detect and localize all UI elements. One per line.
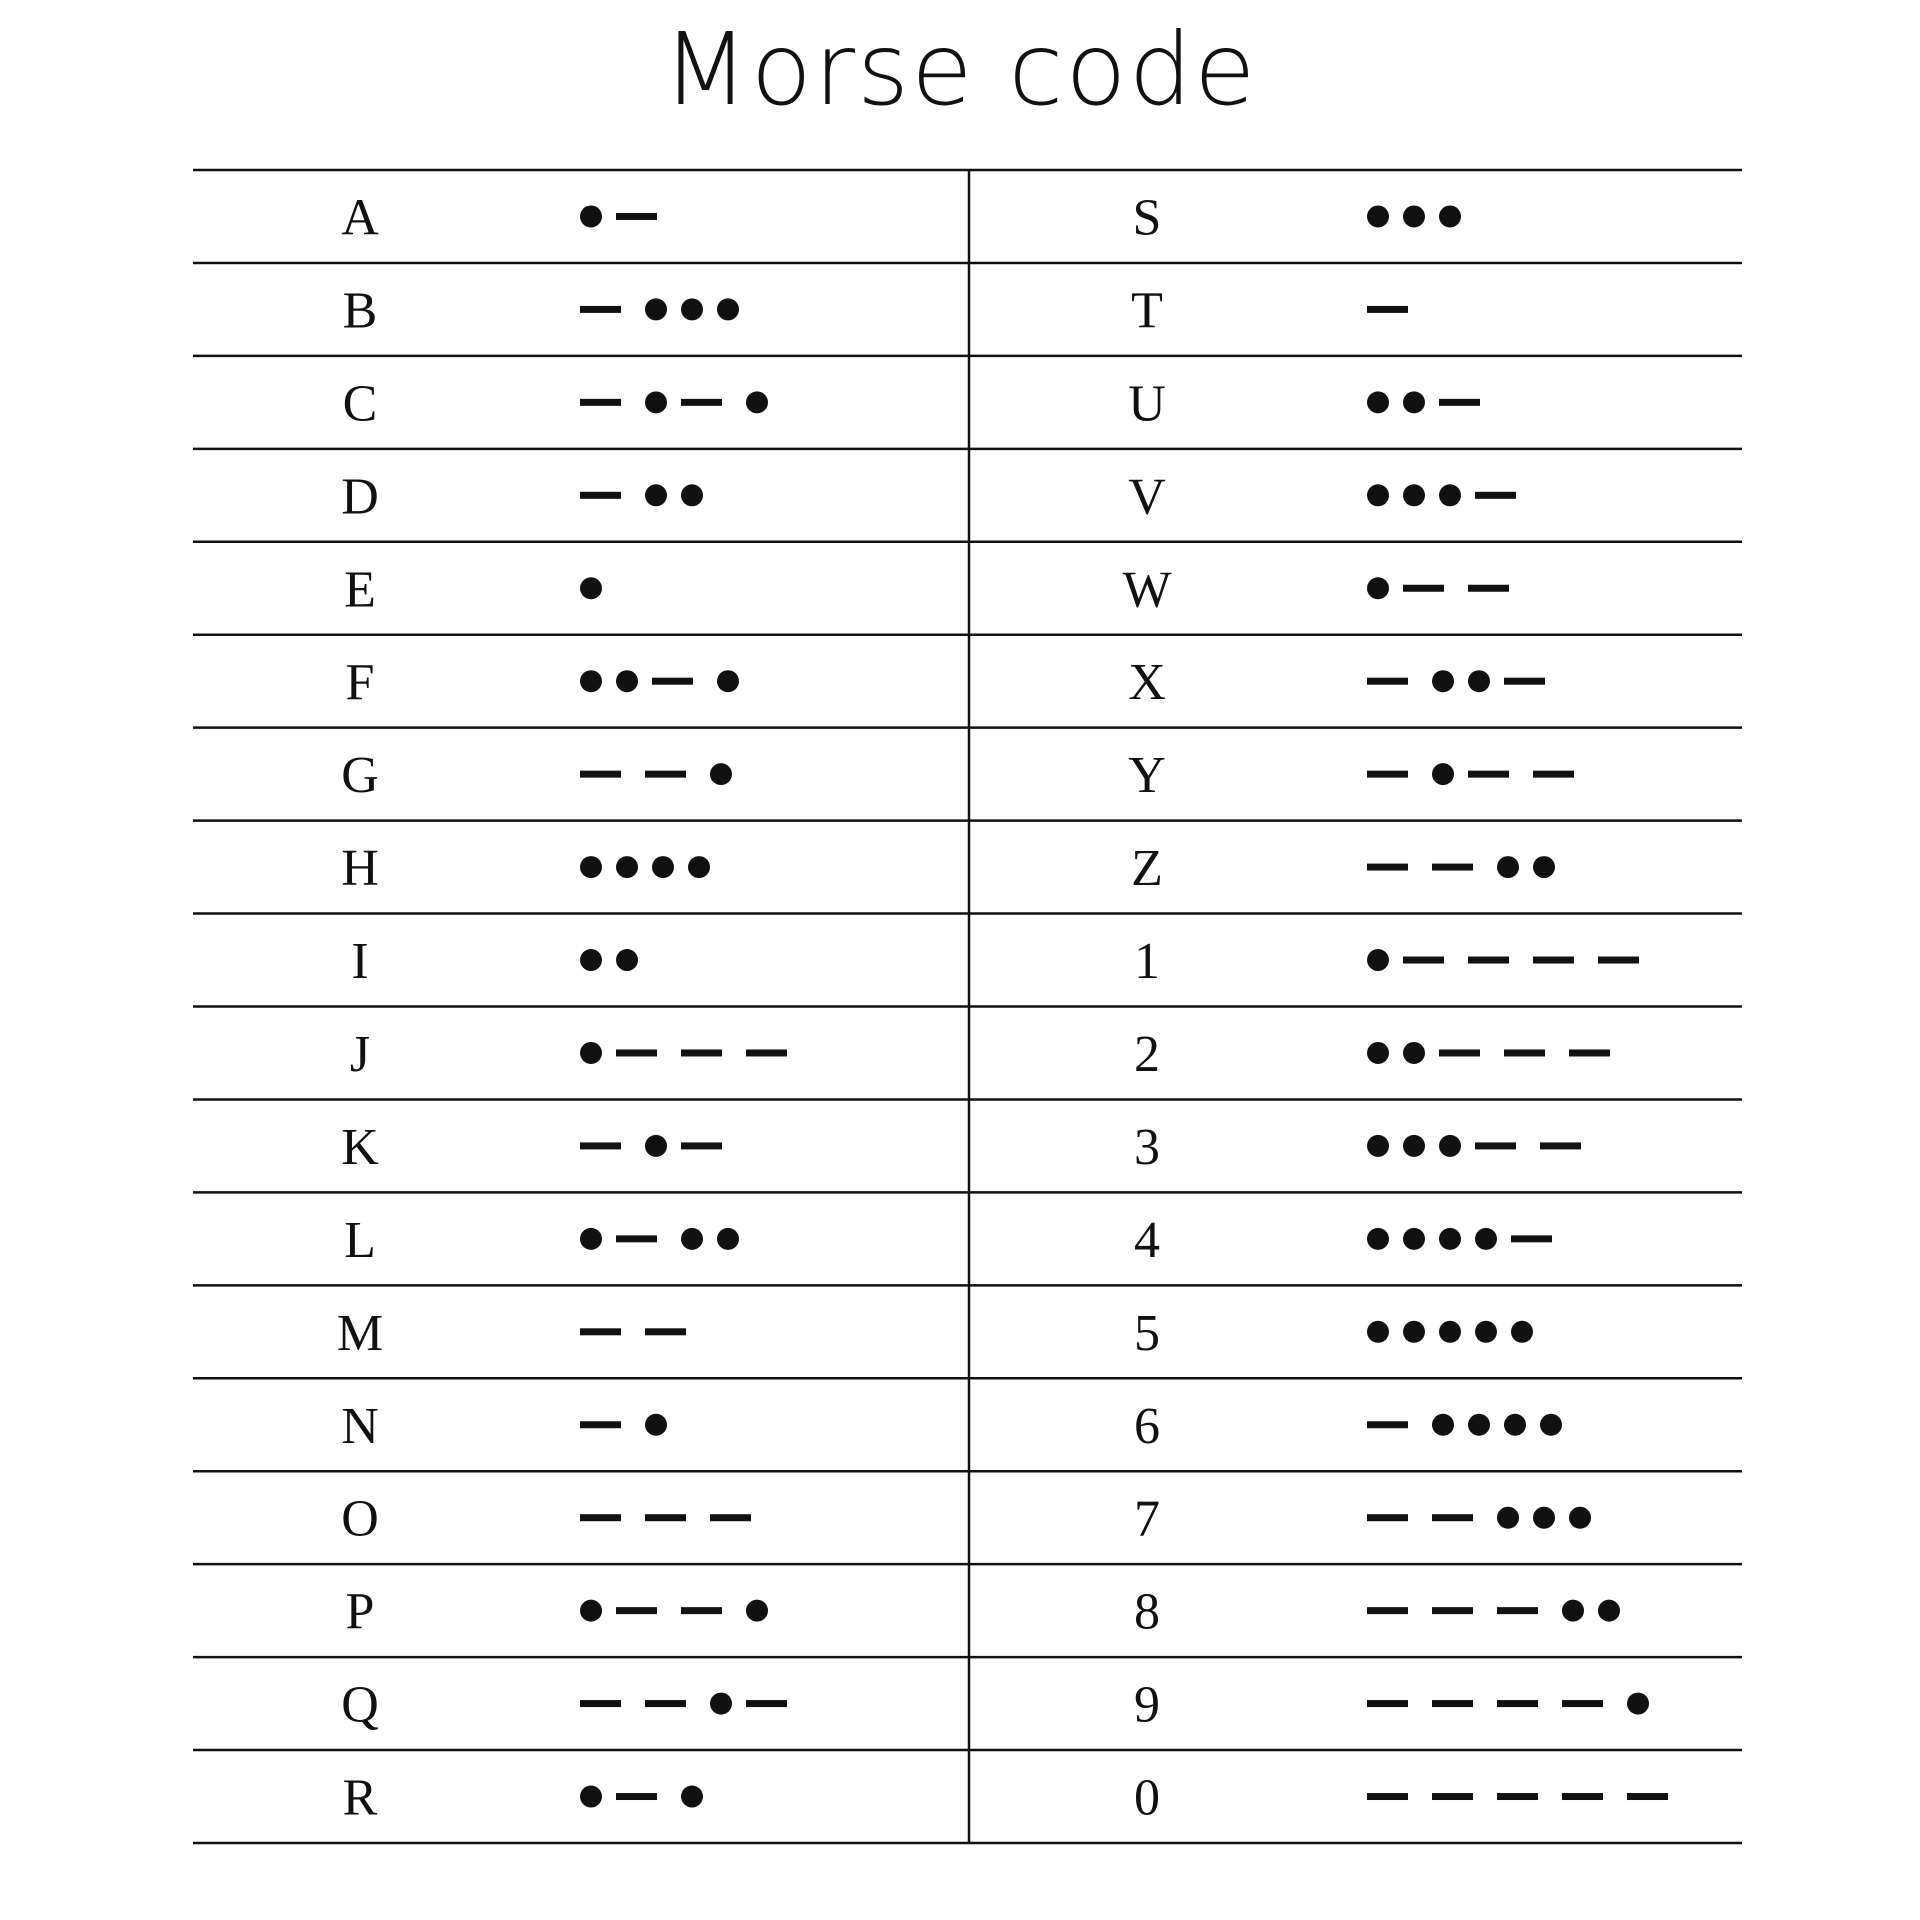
morse-dash [1367,1793,1408,1800]
morse-dot [1432,763,1454,785]
morse-dot [1468,670,1490,692]
morse-dash [1562,1793,1603,1800]
morse-dot [1367,1228,1389,1250]
morse-dot [1403,391,1425,413]
morse-dot [1497,1507,1519,1529]
morse-dash [1403,585,1444,592]
morse-dot [580,949,602,971]
morse-dash [1497,1700,1538,1707]
morse-dot [1367,1042,1389,1064]
morse-dash [1504,1049,1545,1056]
morse-dot [1627,1693,1649,1715]
morse-dash [1468,771,1509,778]
morse-dot [1439,1228,1461,1250]
character-label: Z [1131,840,1163,898]
morse-dot [1439,484,1461,506]
character-label: G [341,747,379,805]
morse-dash [1497,1793,1538,1800]
morse-dash [1367,1514,1408,1521]
character-label: N [341,1397,379,1455]
character-label: V [1128,468,1166,526]
morse-dash [580,306,621,313]
morse-dash [616,213,657,220]
morse-dash [1403,957,1444,964]
morse-dot [645,484,667,506]
morse-dash [1511,1235,1552,1242]
morse-dot [1439,205,1461,227]
morse-dash [1367,864,1408,871]
morse-dot [652,856,674,878]
morse-dot [616,949,638,971]
morse-dot [681,298,703,320]
morse-dot [746,391,768,413]
morse-dot [1439,1321,1461,1343]
character-label: P [345,1583,375,1641]
morse-dash [616,1049,657,1056]
character-label: 9 [1134,1676,1160,1734]
morse-dot [1533,1507,1555,1529]
morse-dot [580,670,602,692]
morse-dot [710,1693,732,1715]
morse-dash [1367,771,1408,778]
morse-dot [681,484,703,506]
character-label: 2 [1134,1025,1160,1083]
character-label: 5 [1134,1304,1160,1362]
character-label: K [341,1118,379,1176]
morse-dot [645,1414,667,1436]
morse-dash [1562,1700,1603,1707]
character-label: T [1131,282,1163,340]
morse-dash [710,1514,751,1521]
character-label: 7 [1134,1490,1160,1548]
morse-dot [1533,856,1555,878]
morse-dot [1403,1321,1425,1343]
morse-dash [580,399,621,406]
morse-dash [681,399,722,406]
morse-dash [1533,957,1574,964]
morse-dash [652,678,693,685]
morse-dash [580,1421,621,1428]
morse-dot [681,1228,703,1250]
morse-dash [681,1607,722,1614]
morse-dash [1598,957,1639,964]
morse-dash [1504,678,1545,685]
character-label: 0 [1134,1769,1160,1827]
character-label: L [344,1211,376,1269]
character-label: C [342,375,378,433]
morse-dot [1569,1507,1591,1529]
morse-dot [580,577,602,599]
morse-dash [645,1700,686,1707]
morse-dot [1562,1600,1584,1622]
morse-dash [1569,1049,1610,1056]
morse-dash [1540,1142,1581,1149]
morse-dot [1403,484,1425,506]
morse-dot [1497,856,1519,878]
character-label: R [342,1769,378,1827]
morse-dash [1533,771,1574,778]
morse-dot [1511,1321,1533,1343]
character-label: F [345,654,375,712]
morse-dash [580,1700,621,1707]
morse-dot [717,670,739,692]
morse-dot [1403,205,1425,227]
character-label: 4 [1134,1211,1160,1269]
morse-dot [616,670,638,692]
morse-dash [746,1049,787,1056]
morse-dash [1367,678,1408,685]
morse-dot [1540,1414,1562,1436]
morse-dash [681,1049,722,1056]
morse-dot [1432,670,1454,692]
morse-dot [1403,1135,1425,1157]
morse-dash [1367,1421,1408,1428]
morse-dash [616,1235,657,1242]
page-title: Morse code [662,11,1258,128]
morse-dash [1367,1700,1408,1707]
morse-dot [717,298,739,320]
morse-dot [580,1042,602,1064]
morse-dot [1367,1321,1389,1343]
morse-dot [1475,1228,1497,1250]
morse-dash [1367,1607,1408,1614]
morse-dash [645,771,686,778]
morse-dash [580,1514,621,1521]
character-label: D [341,468,379,526]
character-label: 6 [1134,1397,1160,1455]
morse-dash [645,1514,686,1521]
morse-dash [1627,1793,1668,1800]
character-label: E [344,561,376,619]
character-label: J [349,1025,371,1083]
morse-dash [1475,1142,1516,1149]
morse-dot [1403,1042,1425,1064]
morse-dash [645,1328,686,1335]
character-label: U [1128,375,1166,433]
morse-dash [1432,1607,1473,1614]
character-label: S [1132,189,1162,247]
morse-dash [616,1793,657,1800]
morse-dot [1598,1600,1620,1622]
morse-dot [1475,1321,1497,1343]
morse-dot [580,1600,602,1622]
morse-dash [616,1607,657,1614]
character-label: B [342,282,378,340]
morse-dash [746,1700,787,1707]
morse-dot [710,763,732,785]
morse-dash [1432,1514,1473,1521]
morse-dot [681,1786,703,1808]
morse-dot [1504,1414,1526,1436]
morse-dash [580,1142,621,1149]
morse-dash [1439,399,1480,406]
morse-dot [645,1135,667,1157]
character-label: X [1128,654,1166,712]
character-label: 1 [1134,933,1160,991]
morse-dash [1432,864,1473,871]
character-label: 3 [1134,1118,1160,1176]
morse-dot [580,856,602,878]
character-label: O [341,1490,379,1548]
morse-dot [1367,484,1389,506]
morse-dot [1403,1228,1425,1250]
morse-dot [1367,1135,1389,1157]
morse-dot [580,205,602,227]
character-label: M [336,1304,384,1362]
morse-dash [580,492,621,499]
morse-dot [645,391,667,413]
morse-dash [1367,306,1408,313]
morse-dot [645,298,667,320]
morse-dash [1475,492,1516,499]
morse-dash [580,1328,621,1335]
morse-dash [1432,1793,1473,1800]
morse-dot [717,1228,739,1250]
morse-dot [1439,1135,1461,1157]
character-label: A [341,189,379,247]
morse-dot [580,1228,602,1250]
morse-dot [1367,391,1389,413]
morse-dash [580,771,621,778]
morse-dash [681,1142,722,1149]
morse-dot [580,1786,602,1808]
morse-dot [1367,949,1389,971]
character-label: H [341,840,379,898]
morse-dot [1367,577,1389,599]
morse-dash [1468,585,1509,592]
morse-dot [616,856,638,878]
morse-dash [1439,1049,1480,1056]
morse-dot [1432,1414,1454,1436]
morse-dash [1497,1607,1538,1614]
morse-dash [1432,1700,1473,1707]
character-label: Y [1128,747,1166,805]
character-label: W [1122,561,1172,619]
morse-dot [1468,1414,1490,1436]
morse-dash [1468,957,1509,964]
character-label: Q [341,1676,379,1734]
character-label: 8 [1134,1583,1160,1641]
morse-dot [746,1600,768,1622]
morse-dot [1367,205,1389,227]
character-label: I [351,933,369,991]
morse-dot [688,856,710,878]
